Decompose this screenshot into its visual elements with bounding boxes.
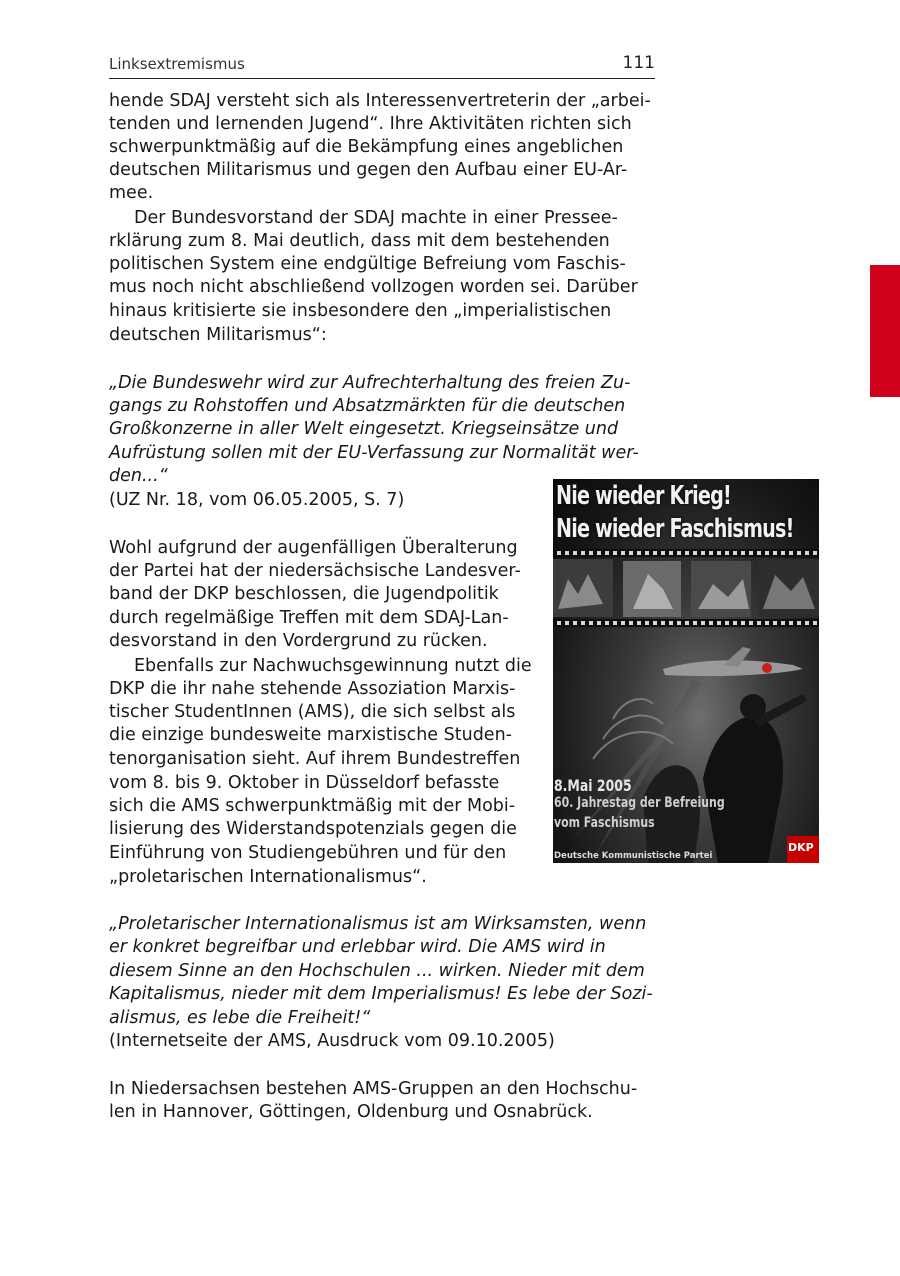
text-line: sich die AMS schwerpunktmäßig mit der Mobi- bbox=[109, 796, 516, 816]
running-head: Linksextremismus bbox=[109, 55, 245, 73]
quote-line: Kapitalismus, nieder mit dem Imperialismus! Es lebe der Sozi- bbox=[109, 984, 653, 1004]
section-tab-marker bbox=[870, 265, 900, 397]
text-line: Einführung von Studiengebühren und für den bbox=[109, 843, 507, 863]
page-number: 111 bbox=[622, 53, 655, 73]
poster-subtitle-1: 60. Jahrestag der Befreiung bbox=[554, 795, 725, 811]
text-line: In Niedersachsen bestehen AMS-Gruppen an den Hochschu- bbox=[109, 1079, 638, 1099]
text-line: tenorganisation sieht. Auf ihrem Bundestreffen bbox=[109, 749, 521, 769]
text-line: Der Bundesvorstand der SDAJ machte in einer Pressee- bbox=[134, 208, 618, 228]
text-line: die einzige bundesweite marxistische Studen- bbox=[109, 725, 512, 745]
dkp-logo bbox=[787, 836, 819, 863]
text-line: tenden und lernenden Jugend“. Ihre Aktivitäten richten sich bbox=[109, 114, 632, 134]
poster-subtitle-2: vom Faschismus bbox=[554, 815, 655, 831]
text-line: deutschen Militarismus und gegen den Aufbau einer EU-Ar- bbox=[109, 160, 628, 180]
text-line: deutschen Militarismus“: bbox=[109, 325, 327, 345]
quote-line: gangs zu Rohstoffen und Absatzmärkten für die deutschen bbox=[109, 396, 626, 416]
text-line: schwerpunktmäßig auf die Bekämpfung eines angeblichen bbox=[109, 137, 624, 157]
quote-line: alismus, es lebe die Freiheit!“ bbox=[109, 1008, 371, 1028]
text-line: politischen System eine endgültige Befreiung vom Faschis- bbox=[109, 254, 626, 274]
text-line: „proletarischen Internationalismus“. bbox=[109, 867, 427, 887]
text-line: Ebenfalls zur Nachwuchsgewinnung nutzt die bbox=[134, 656, 532, 676]
poster-headline-1: Nie wieder Krieg! bbox=[556, 481, 731, 511]
poster-footer: Deutsche Kommunistische Partei bbox=[554, 851, 713, 861]
text-line: vom 8. bis 9. Oktober in Düsseldorf befasste bbox=[109, 773, 500, 793]
quote-line: Großkonzerne in aller Welt eingesetzt. Kriegseinsätze und bbox=[109, 419, 619, 439]
text-line: band der DKP beschlossen, die Jugendpolitik bbox=[109, 584, 499, 604]
poster-date: 8.Mai 2005 bbox=[554, 776, 632, 795]
quote-source-1: (UZ Nr. 18, vom 06.05.2005, S. 7) bbox=[109, 490, 405, 510]
quote-line: „Proletarischer Internationalismus ist am Wirksamsten, wenn bbox=[109, 914, 647, 934]
text-line: rklärung zum 8. Mai deutlich, dass mit dem bestehenden bbox=[109, 231, 610, 251]
text-line: der Partei hat der niedersächsische Landesver- bbox=[109, 561, 521, 581]
text-line: DKP die ihr nahe stehende Assoziation Marxis- bbox=[109, 679, 516, 699]
text-line: mus noch nicht abschließend vollzogen worden sei. Darüber bbox=[109, 277, 638, 297]
text-line: lisierung des Widerstandspotenzials gegen die bbox=[109, 819, 517, 839]
dkp-logo-text: DKP bbox=[788, 841, 814, 854]
dkp-poster-image bbox=[553, 479, 819, 863]
text-line: Wohl aufgrund der augenfälligen Überalterung bbox=[109, 538, 518, 558]
text-line: hende SDAJ versteht sich als Interessenvertreterin der „arbei- bbox=[109, 91, 651, 111]
text-line: desvorstand in den Vordergrund zu rücken. bbox=[109, 631, 488, 651]
quote-line: den...“ bbox=[109, 466, 168, 486]
quote-line: Aufrüstung sollen mit der EU-Verfassung zur Normalität wer- bbox=[109, 443, 639, 463]
quote-source-2: (Internetseite der AMS, Ausdruck vom 09.10.2005) bbox=[109, 1031, 555, 1051]
page-header bbox=[109, 50, 655, 79]
poster-headline-2: Nie wieder Faschismus! bbox=[556, 514, 794, 544]
quote-line: „Die Bundeswehr wird zur Aufrechterhaltung des freien Zu- bbox=[109, 373, 631, 393]
quote-line: er konkret begreifbar und erlebbar wird. Die AMS wird in bbox=[109, 937, 606, 957]
text-line: tischer StudentInnen (AMS), die sich selbst als bbox=[109, 702, 516, 722]
text-line: mee. bbox=[109, 183, 154, 203]
text-line: len in Hannover, Göttingen, Oldenburg und Osnabrück. bbox=[109, 1102, 593, 1122]
quote-line: diesem Sinne an den Hochschulen ... wirken. Nieder mit dem bbox=[109, 961, 645, 981]
text-line: durch regelmäßige Treffen mit dem SDAJ-Lan- bbox=[109, 608, 509, 628]
text-line: hinaus kritisierte sie insbesondere den „imperialistischen bbox=[109, 301, 612, 321]
